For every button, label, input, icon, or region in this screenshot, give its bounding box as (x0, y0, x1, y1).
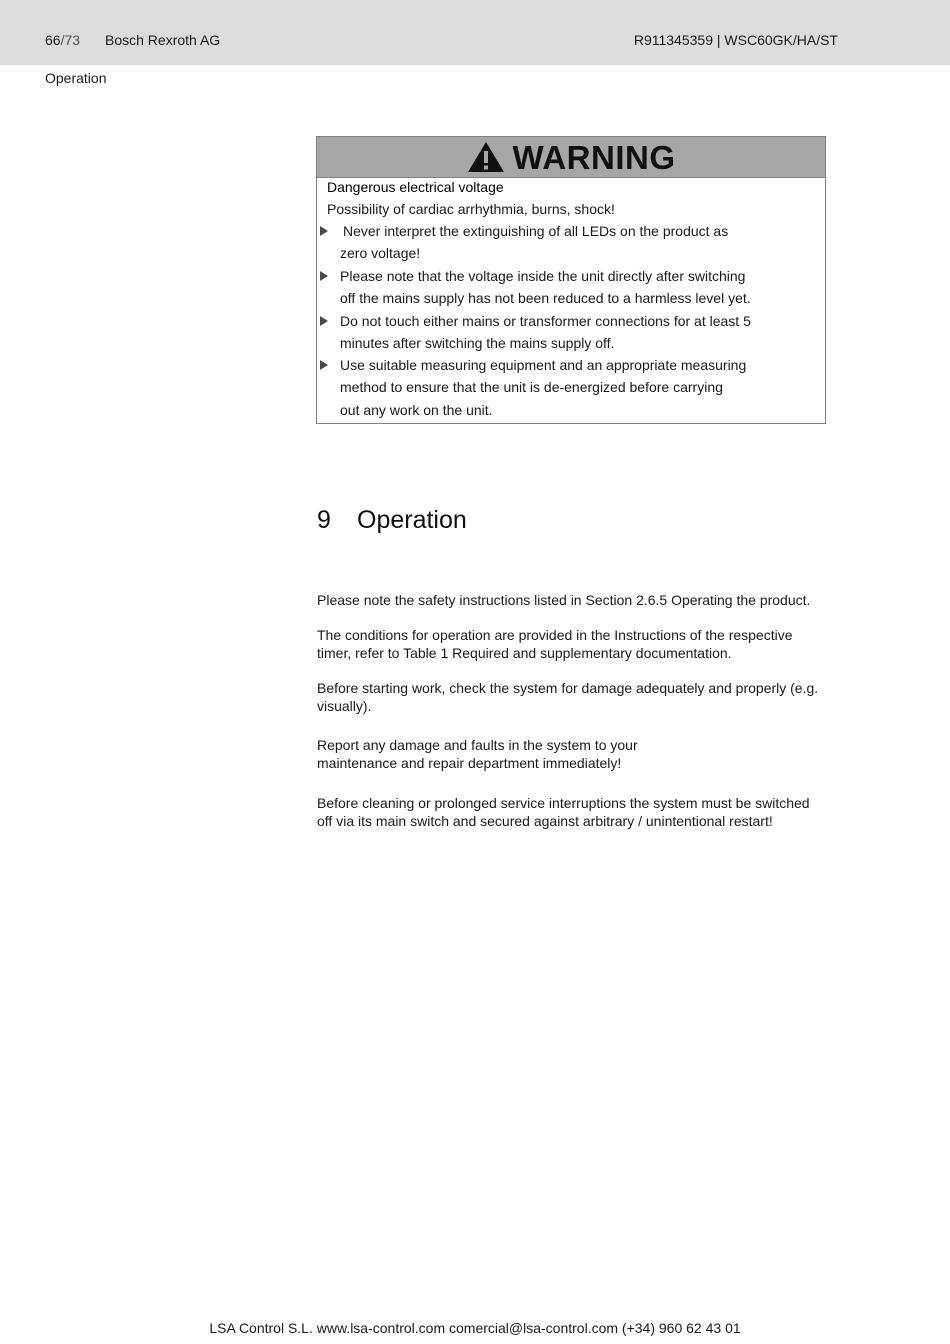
warning-item-line: minutes after switching the mains supply off. (340, 335, 615, 352)
warning-item-line: Do not touch either mains or transformer connections for at least 5 (340, 313, 751, 329)
warning-item-line: Never interpret the extinguishing of all LEDs on the product as (343, 223, 729, 239)
warning-item-line: Use suitable measuring equipment and an appropriate measuring (340, 357, 747, 373)
body-paragraph (317, 679, 837, 715)
warning-title: WARNING (512, 139, 676, 176)
body-paragraph (317, 736, 837, 772)
bullet-triangle-icon (320, 271, 328, 281)
warning-item-line: Please note that the voltage inside the unit directly after switching (340, 268, 746, 284)
bullet-triangle-icon (320, 316, 328, 326)
paragraph-line: Before cleaning or prolonged service interruptions the system must be switched (317, 795, 810, 811)
paragraph-line: timer, refer to Table 1 Required and supplementary documentation. (317, 645, 732, 661)
bullet-triangle-icon (320, 226, 328, 236)
warning-consequence: Possibility of cardiac arrhythmia, burns, shock! (327, 201, 615, 217)
warning-item-line: zero voltage! (340, 245, 421, 262)
paragraph-line: off via its main switch and secured against arbitrary / unintentional restart! (317, 813, 773, 829)
paragraph-line: maintenance and repair department immediately! (317, 755, 622, 771)
body-paragraph (317, 794, 837, 830)
section-heading (317, 506, 467, 535)
warning-box (316, 136, 826, 424)
document-reference: R911345359 | WSC60GK/HA/ST (633, 32, 838, 48)
warning-item-line: method to ensure that the unit is de-energized before carrying (340, 379, 723, 396)
company-name: Bosch Rexroth AG (105, 32, 221, 48)
page-footer: LSA Control S.L. www.lsa-control.com comercial@lsa-control.com (+34) 960 62 43 01 (209, 1320, 741, 1336)
section-title: Operation (357, 506, 467, 534)
bullet-triangle-icon (320, 360, 328, 370)
page-current: 66 (45, 32, 61, 48)
warning-subtitle: Dangerous electrical voltage (327, 179, 504, 195)
section-number: 9 (317, 506, 331, 534)
paragraph-line: Report any damage and faults in the system to your (317, 737, 638, 753)
warning-triangle-icon (467, 141, 505, 173)
body-paragraph (317, 591, 837, 609)
warning-item-line: off the mains supply has not been reduced to a harmless level yet. (340, 290, 751, 307)
running-section-label: Operation (45, 70, 107, 86)
paragraph-line: The conditions for operation are provided in the Instructions of the respective (317, 627, 793, 643)
body-paragraph (317, 626, 837, 662)
paragraph-line: visually). (317, 698, 372, 714)
paragraph-line: Please note the safety instructions listed in Section 2.6.5 Operating the product. (317, 592, 811, 608)
page-total: /73 (60, 32, 81, 48)
warning-item-line: out any work on the unit. (340, 401, 493, 418)
page-number (45, 32, 80, 48)
paragraph-line: Before starting work, check the system for damage adequately and properly (e.g. (317, 680, 819, 696)
warning-header (317, 137, 825, 178)
